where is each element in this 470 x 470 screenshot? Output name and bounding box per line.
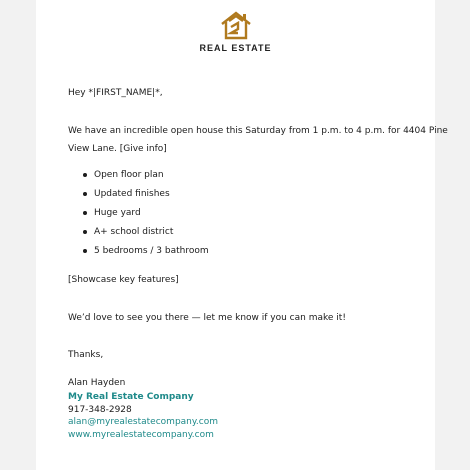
feature-list (68, 168, 209, 263)
showcase-note: [Showcase key features] (68, 275, 179, 285)
intro-line-1: We have an incredible open house this Saturday from 1 p.m. to 4 p.m. for 4404 Pine (68, 126, 448, 136)
email-page (36, 0, 448, 470)
signature-email-link[interactable]: alan@myrealestatecompany.com (68, 417, 218, 427)
thanks-line: Thanks, (68, 350, 104, 360)
signature-website-link[interactable]: www.myrealestatecompany.com (68, 430, 214, 440)
logo-text: REAL ESTATE (199, 43, 272, 53)
signature-phone: 917-348-2928 (68, 405, 132, 415)
list-item: 5 bedrooms / 3 bathroom (68, 244, 209, 263)
list-item: Open floor plan (68, 168, 209, 187)
intro-line-2: View Lane. [Give info] (68, 144, 167, 154)
logo (36, 10, 435, 53)
closing-line: We’d love to see you there — let me know if you can make it! (68, 313, 346, 323)
greeting: Hey *|FIRST_NAME|*, (68, 88, 163, 98)
house-logo-icon (219, 10, 253, 40)
list-item: Updated finishes (68, 187, 209, 206)
signature-name: Alan Hayden (68, 378, 126, 388)
list-item: Huge yard (68, 206, 209, 225)
list-item: A+ school district (68, 225, 209, 244)
signature-company: My Real Estate Company (68, 392, 194, 402)
